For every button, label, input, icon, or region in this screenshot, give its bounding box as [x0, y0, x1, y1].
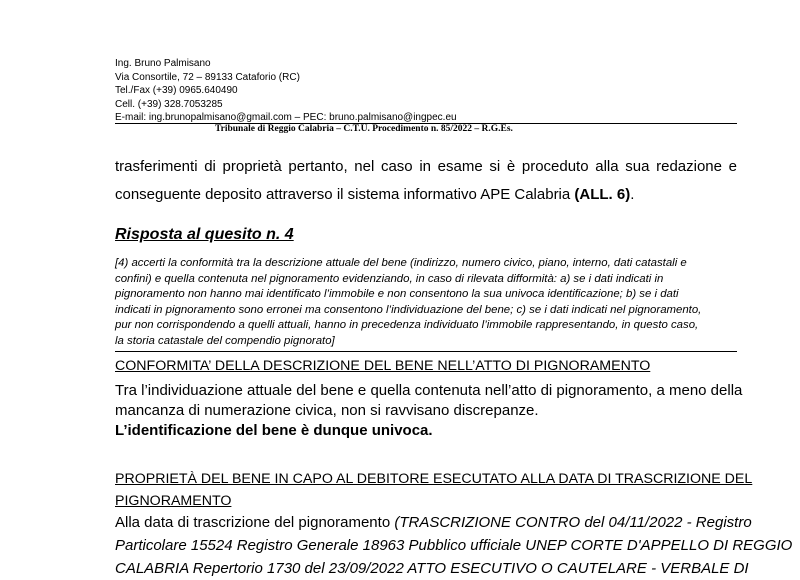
- quesito-line: la storia catastale del compendio pignorato]: [115, 334, 335, 347]
- section-ownership-title: [115, 468, 753, 512]
- section-ownership-title-line-1: PROPRIETÀ DEL BENE IN CAPO AL DEBITORE ESECUTATO ALLA DATA DI TRASCRIZIONE DEL: [115, 471, 753, 487]
- author-name: Ing. Bruno Palmisano: [115, 58, 211, 69]
- quesito-line: pur non corrispondendo a quelli attuali, hanno in precedenza individuato l’immobile rappresentando, in questo caso,: [115, 319, 699, 332]
- attachment-ref: (ALL. 6): [574, 186, 631, 203]
- section-ownership-body: [115, 511, 793, 580]
- letterhead: [115, 57, 745, 134]
- section-conformity-line-1: Tra l’individuazione attuale del bene e quella contenuta nell’atto di pignoramento, a meno della: [115, 382, 743, 399]
- quesito-line: confini) e quella contenuta nel pignoramento evidenziando, in caso di rilevata difformità: a) se i dati indicati in: [115, 272, 664, 285]
- intro-line-2-end: .: [630, 186, 635, 203]
- intro-line-1: trasferimenti di proprietà pertanto, nel caso in esame si è proceduto alla sua redazione e: [115, 158, 737, 175]
- transcription-ref: (TRASCRIZIONE CONTRO del 04/11/2022 - Registro: [394, 514, 752, 531]
- section-ownership-title-line-2: PIGNORAMENTO: [115, 493, 232, 509]
- section-ownership-line-1: [115, 511, 752, 534]
- quesito-text: [115, 256, 737, 352]
- section-conformity-title: CONFORMITA’ DELLA DESCRIZIONE DEL BENE NELL’ATTO DI PIGNORAMENTO: [115, 358, 651, 374]
- author-telfax: Tel./Fax (+39) 0965.640490: [115, 85, 238, 97]
- quesito-line: pignoramento non hanno mai identificato l’immobile e non consentono la sua univoca identificazione; b) se i dati: [115, 288, 679, 301]
- author-address: Via Consortile, 72 – 89133 Cataforio (RC): [115, 71, 300, 83]
- author-cell: Cell. (+39) 328.7053285: [115, 98, 223, 110]
- section-ownership-line-3: CALABRIA Repertorio 1730 del 23/09/2022 ATTO ESECUTIVO O CAUTELARE - VERBALE DI: [115, 560, 749, 577]
- answer-heading: Risposta al quesito n. 4: [115, 226, 294, 243]
- intro-line-2-text: conseguente deposito attraverso il sistema informativo APE Calabria: [115, 186, 575, 203]
- intro-line-2: [115, 181, 737, 209]
- intro-paragraph: [115, 153, 737, 209]
- quesito-line: indicati in pignoramento sono erronei ma consentono l’individuazione del bene; c) se i dati indicati nel pignoramento,: [115, 303, 702, 316]
- section-conformity-body: [115, 381, 743, 441]
- section-conformity-conclusion: L’identificazione del bene è dunque univoca.: [115, 422, 433, 439]
- author-email: E-mail: ing.brunopalmisano@gmail.com – PEC: bruno.palmisano@ingpec.eu: [115, 112, 457, 124]
- court-reference: Tribunale di Reggio Calabria – C.T.U. Procedimento n. 85/2022 – R.G.Es.: [215, 124, 513, 134]
- section-conformity-line-2: mancanza di numerazione civica, non si ravvisano discrepanze.: [115, 402, 539, 419]
- section-ownership-line-1-text: Alla data di trascrizione del pignoramento: [115, 514, 395, 531]
- section-ownership-line-2: Particolare 15524 Registro Generale 18963 Pubblico ufficiale UNEP CORTE D'APPELLO DI REGGIO: [115, 537, 793, 554]
- quesito-line: [4) accerti la conformità tra la descrizione attuale del bene (indirizzo, numero civico, piano, interno, dati catastali e: [115, 257, 687, 269]
